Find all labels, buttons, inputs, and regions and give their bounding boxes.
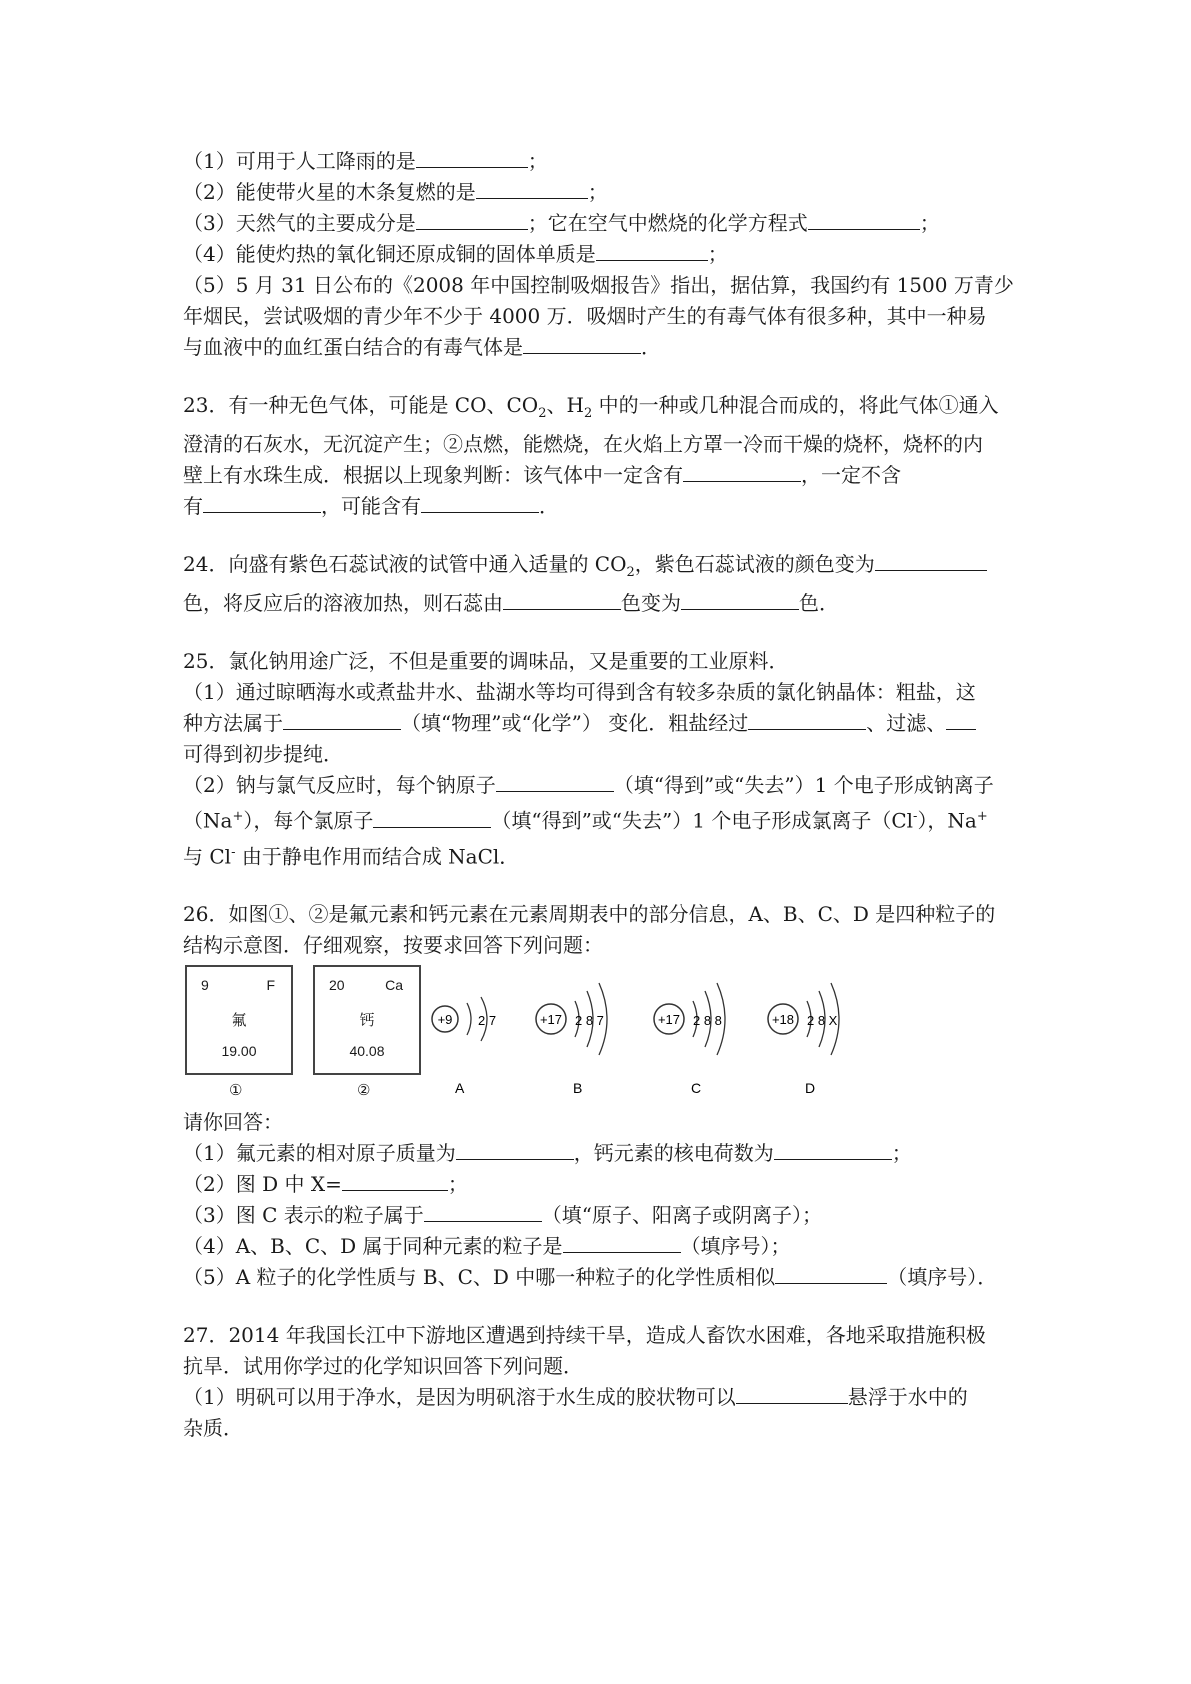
element-figure (183, 963, 1013, 1103)
atom-diagram-c (654, 983, 725, 1096)
atom-diagram-a (432, 997, 496, 1096)
answer-blank[interactable] (373, 807, 491, 828)
answer-blank[interactable] (416, 147, 528, 168)
q22-part4: （4）能使灼热的氧化铜还原成铜的固体单质是 ； (183, 242, 728, 266)
answer-blank[interactable] (496, 771, 614, 792)
answer-blank[interactable] (774, 1139, 892, 1160)
atomic-number: 9 (201, 977, 209, 994)
q26-sub2: （2）图 D 中 X= ； (183, 1172, 468, 1197)
svg-text:+17: +17 (657, 1012, 681, 1028)
q26-line1: 26．如图①、②是氟元素和钙元素在元素周期表中的部分信息，A、B、C、D 是四种粒子的 (183, 902, 996, 927)
q22-part5-line1: （5）5 月 31 日公布的《2008 年中国控制吸烟报告》指出，据估算，我国约有 1500 万青少 (183, 273, 1014, 297)
answer-blank[interactable] (875, 550, 987, 571)
q24-line2: 色，将反应后的溶液加热，则石蕊由 色变为 色． (183, 591, 839, 615)
diagram-label: C (691, 1080, 702, 1097)
q22-part3: （3）天然气的主要成分是 ；它在空气中燃烧的化学方程式 ； (183, 211, 940, 235)
q25-line2: （1）通过晾晒海水或煮盐井水、盐湖水等均可得到含有较多杂质的氯化钠晶体：粗盐，这 (183, 680, 976, 704)
answer-blank[interactable] (424, 1201, 542, 1222)
q22-part5-line2: 年烟民，尝试吸烟的青少年不少于 4000 万．吸烟时产生的有毒气体有很多种，其中一种易 (183, 304, 987, 328)
q27-line2: 抗旱．试用你学过的化学知识回答下列问题． (183, 1354, 583, 1379)
answer-blank[interactable] (203, 492, 321, 513)
figure-caption: ① (229, 1082, 243, 1100)
q23-line1: 23．有一种无色气体，可能是 CO、$CO_2$、$H_2$ 中的一种或几种混合而成的，将此气体①通入 (183, 393, 999, 421)
atomic-mass: 40.08 (349, 1043, 385, 1060)
answer-blank[interactable] (421, 492, 539, 513)
answer-blank[interactable] (596, 240, 708, 261)
q25-line6: （Na+），每个氯原子 （填“得到”或“失去”）1 个电子形成氯离子（Cl-），Na+ (183, 808, 988, 833)
q25-line5: （2）钠与氯气反应时，每个钠原子 （填“得到”或“失去”）1 个电子形成钠离子 (183, 773, 994, 797)
periodic-cell-calcium (313, 965, 421, 1075)
q25-line7: 与 Cl- 由于静电作用而结合成 NaCl． (183, 844, 520, 869)
q26-ask: 请你回答： (183, 1110, 283, 1135)
answer-blank[interactable] (283, 709, 401, 730)
diagram-label: B (573, 1080, 583, 1097)
q27-line3: （1）明矾可以用于净水，是因为明矾溶于水生成的胶状物可以 悬浮于水中的 (183, 1385, 968, 1410)
periodic-cell-fluorine (185, 965, 293, 1075)
q27-line4: 杂质． (183, 1416, 243, 1441)
element-name: 钙 (359, 1011, 375, 1030)
svg-text:+17: +17 (539, 1012, 563, 1028)
q22-part2: （2）能使带火星的木条复燃的是 ； (183, 180, 608, 204)
question-content (183, 146, 1013, 1444)
answer-blank[interactable] (503, 589, 621, 610)
q25-line1: 25．氯化钠用途广泛，不但是重要的调味品，又是重要的工业原料． (183, 649, 789, 673)
diagram-label: D (805, 1080, 816, 1097)
atomic-mass: 19.00 (221, 1043, 257, 1060)
diagram-label: A (455, 1080, 465, 1097)
q26-line2: 结构示意图．仔细观察，按要求回答下列问题： (183, 933, 603, 958)
answer-blank[interactable] (736, 1383, 848, 1404)
figure-caption: ② (357, 1082, 371, 1100)
answer-blank[interactable] (775, 1263, 887, 1284)
q25-line4: 可得到初步提纯． (183, 742, 343, 766)
q22-part1: （1）可用于人工降雨的是 ； (183, 149, 548, 173)
answer-blank[interactable] (748, 709, 866, 730)
answer-blank[interactable] (683, 461, 801, 482)
answer-blank[interactable] (476, 178, 588, 199)
atom-structure-diagrams (423, 963, 863, 1103)
q24-line1: 24．向盛有紫色石蕊试液的试管中通入适量的 $CO_2$，紫色石蕊试液的颜色变为 (183, 549, 1013, 588)
answer-blank[interactable] (681, 589, 799, 610)
svg-text:+9: +9 (437, 1012, 453, 1028)
answer-blank[interactable] (416, 209, 528, 230)
q25-line3: 种方法属于 （填“物理”或“化学”） 变化．粗盐经过 、过滤、 (183, 708, 1013, 739)
q26-sub5: （5）A 粒子的化学性质与 B、C、D 中哪一种粒子的化学性质相似 （填序号）． (183, 1265, 998, 1290)
element-name: 氟 (231, 1011, 247, 1030)
q27-line1: 27．2014 年我国长江中下游地区遭遇到持续干旱，造成人畜饮水困难，各地采取措施积极 (183, 1323, 986, 1348)
electron-shells: 2 8 X (807, 1013, 838, 1029)
answer-blank[interactable] (563, 1232, 681, 1253)
q26-sub1: （1）氟元素的相对原子质量为 ，钙元素的核电荷数为 ； (183, 1141, 912, 1166)
answer-blank[interactable] (808, 209, 920, 230)
q23-line2: 澄清的石灰水，无沉淀产生；②点燃，能燃烧，在火焰上方罩一冷而干燥的烧杯，烧杯的内 (183, 432, 983, 456)
q23-line4: 有 ，可能含有 ． (183, 494, 559, 518)
electron-shells: 2 7 (478, 1013, 497, 1029)
electron-shells: 2 8 8 (693, 1013, 722, 1029)
element-symbol: F (266, 977, 275, 994)
svg-text:+18: +18 (771, 1012, 795, 1028)
atomic-number: 20 (329, 977, 345, 994)
q22-part5-line3: 与血液中的血红蛋白结合的有毒气体是 ． (183, 335, 661, 359)
element-symbol: Ca (385, 977, 403, 994)
atom-diagram-d (768, 983, 839, 1096)
atom-diagram-b (536, 983, 607, 1096)
answer-blank[interactable] (946, 709, 976, 730)
q23-line3: 壁上有水珠生成．根据以上现象判断：该气体中一定含有 ，一定不含 (183, 463, 901, 487)
electron-shells: 2 8 7 (575, 1013, 604, 1029)
answer-blank[interactable] (342, 1170, 448, 1191)
answer-blank[interactable] (523, 333, 641, 354)
answer-blank[interactable] (456, 1139, 574, 1160)
q26-sub4: （4）A、B、C、D 属于同种元素的粒子是 （填序号）； (183, 1234, 791, 1259)
q26-sub3: （3）图 C 表示的粒子属于 （填“原子、阳离子或阴离子）； (183, 1203, 822, 1228)
